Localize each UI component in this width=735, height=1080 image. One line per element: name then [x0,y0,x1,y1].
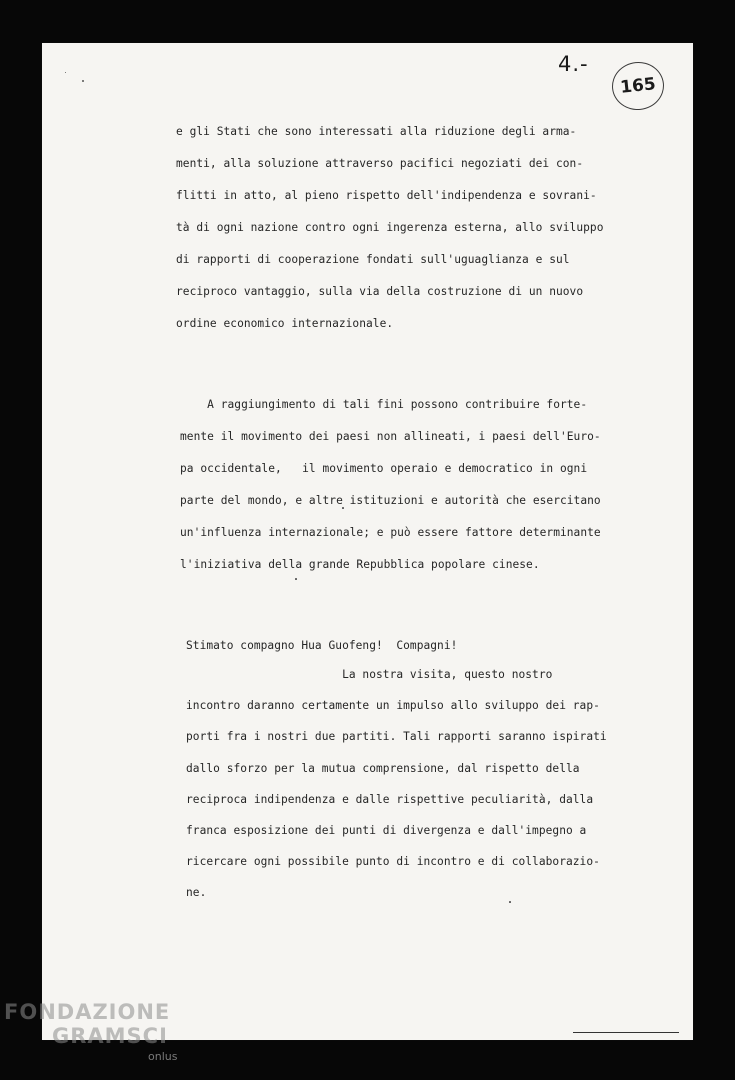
speck [342,507,344,509]
text-line: tà di ogni nazione contro ogni ingerenza esterna, allo sviluppo [176,221,604,234]
fondazione-gramsci-watermark [4,1000,194,1080]
text-line: dallo sforzo per la mutua comprensione, dal rispetto della [186,761,580,775]
handwritten-page-number: 4.- [558,52,589,76]
text-line: e gli Stati che sono interessati alla riduzione degli arma- [176,125,577,138]
text-line: A raggiungimento di tali fini possono contribuire forte- [180,398,588,411]
text-line: menti, alla soluzione attraverso pacifici negoziati dei con- [176,157,584,170]
text-line: ordine economico internazionale. [176,317,394,330]
text-line: ne. [186,886,207,900]
text-line: pa occidentale, il movimento operaio e democratico in ogni [180,462,588,475]
text-line: reciproco vantaggio, sulla via della costruzione di un nuovo [176,285,584,298]
text-line: franca esposizione dei punti di divergenza e dall'impegno a [186,824,587,837]
speck [295,578,297,580]
text-line: ricercare ogni possibile punto di incontro e di collaborazio- [186,855,600,869]
salutation: Stimato compagno Hua Guofeng! Compagni! [186,639,458,652]
speck [82,80,84,82]
text-line: l'iniziativa della grande Repubblica popolare cinese. [180,558,540,571]
archive-stamp: 165 [610,59,667,112]
text-line: flitti in atto, al pieno rispetto dell'indipendenza e sovrani- [176,189,597,202]
text-line: un'influenza internazionale; e può essere fattore determinante [180,526,601,539]
watermark-line1: FONDAZIONE [4,1000,171,1024]
text-line: incontro daranno certamente un impulso allo sviluppo dei rap- [186,699,600,713]
watermark-suffix: onlus [148,1050,178,1063]
speck [65,72,66,73]
speck [509,901,511,903]
text-line: porti fra i nostri due partiti. Tali rapporti saranno ispirati [186,730,607,744]
watermark-line2: GRAMSCI [52,1024,168,1048]
text-line: La nostra visita, questo nostro [186,668,553,681]
text-line: parte del mondo, e altre istituzioni e autorità che esercitano [180,494,601,507]
text-line: di rapporti di cooperazione fondati sull'uguaglianza e sul [176,253,570,266]
text-line: reciproca indipendenza e dalle rispettive peculiarità, dalla [186,792,594,806]
text-line: mente il movimento dei paesi non allineati, i paesi dell'Euro- [180,430,601,443]
footer-rule [573,1032,679,1033]
